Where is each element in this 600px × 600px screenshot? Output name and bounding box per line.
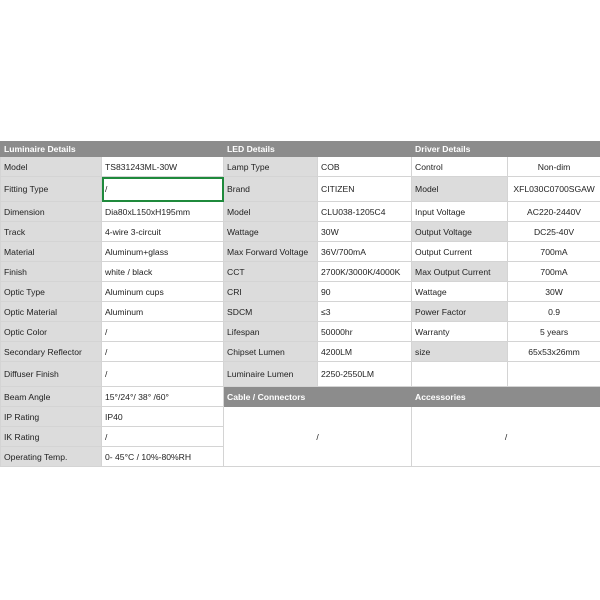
cell-value[interactable]: 15°/24°/ 38° /60° [102, 387, 224, 407]
table-row [1, 362, 600, 387]
cell-value[interactable]: 0.9 [508, 302, 600, 322]
cell-value[interactable]: DC25-40V [508, 222, 600, 242]
cell-label[interactable]: Max Output Current [412, 262, 508, 282]
cell-value[interactable]: 90 [318, 282, 412, 302]
table-row [1, 222, 600, 242]
cell-value[interactable]: CITIZEN [318, 177, 412, 202]
cable-connectors-header[interactable]: Cable / Connectors [224, 387, 412, 407]
cell-label[interactable]: Control [412, 157, 508, 177]
selected-cell[interactable]: / [102, 177, 224, 202]
cell-label[interactable]: Lifespan [224, 322, 318, 342]
empty-cell[interactable] [508, 362, 600, 387]
spec-table [0, 141, 600, 467]
accessories-header[interactable]: Accessories [412, 387, 600, 407]
cell-value[interactable]: Aluminum+glass [102, 242, 224, 262]
spec-sheet [0, 141, 600, 462]
cable-connectors-value[interactable]: / [224, 407, 412, 467]
cell-value[interactable]: 65x53x26mm [508, 342, 600, 362]
cell-label[interactable]: Model [224, 202, 318, 222]
cell-label[interactable]: Warranty [412, 322, 508, 342]
table-row [1, 302, 600, 322]
table-row [1, 342, 600, 362]
cell-label[interactable]: CCT [224, 262, 318, 282]
table-row [1, 177, 600, 202]
cell-value[interactable]: 2250-2550LM [318, 362, 412, 387]
cell-value[interactable]: 5 years [508, 322, 600, 342]
table-row [1, 202, 600, 222]
cell-label[interactable]: Secondary Reflector [1, 342, 102, 362]
cell-label[interactable]: Max Forward Voltage [224, 242, 318, 262]
cell-value[interactable]: Aluminum [102, 302, 224, 322]
table-row [1, 282, 600, 302]
cell-value[interactable]: 2700K/3000K/4000K [318, 262, 412, 282]
cell-label[interactable]: Material [1, 242, 102, 262]
cell-label[interactable]: Model [412, 177, 508, 202]
cell-value[interactable]: 50000hr [318, 322, 412, 342]
cell-value[interactable]: / [102, 342, 224, 362]
cell-label[interactable]: Input Voltage [412, 202, 508, 222]
cell-label[interactable]: Wattage [224, 222, 318, 242]
cell-value[interactable]: Dia80xL150xH195mm [102, 202, 224, 222]
cell-label[interactable]: Luminaire Lumen [224, 362, 318, 387]
cell-label[interactable]: IK Rating [1, 427, 102, 447]
cell-label[interactable]: Power Factor [412, 302, 508, 322]
cell-label[interactable]: Wattage [412, 282, 508, 302]
cell-value[interactable]: CLU038-1205C4 [318, 202, 412, 222]
cell-value[interactable]: 30W [508, 282, 600, 302]
cell-value[interactable]: Aluminum cups [102, 282, 224, 302]
cell-value[interactable]: 0- 45°C / 10%-80%RH [102, 447, 224, 467]
cell-value[interactable]: white / black [102, 262, 224, 282]
cell-label[interactable]: Model [1, 157, 102, 177]
cell-value[interactable]: XFL030C0700SGAW [508, 177, 600, 202]
cell-value[interactable]: / [102, 322, 224, 342]
cell-value[interactable]: / [102, 427, 224, 447]
cell-value[interactable]: Non-dim [508, 157, 600, 177]
cell-value[interactable]: IP40 [102, 407, 224, 427]
cell-label[interactable]: size [412, 342, 508, 362]
cell-value[interactable]: 36V/700mA [318, 242, 412, 262]
cell-value[interactable]: / [102, 362, 224, 387]
cell-value[interactable]: 30W [318, 222, 412, 242]
luminaire-details-header[interactable]: Luminaire Details [1, 142, 224, 157]
table-row [1, 242, 600, 262]
empty-cell[interactable] [412, 362, 508, 387]
cell-value[interactable]: AC220-2440V [508, 202, 600, 222]
cell-label[interactable]: Lamp Type [224, 157, 318, 177]
cell-label[interactable]: Brand [224, 177, 318, 202]
cell-label[interactable]: Track [1, 222, 102, 242]
cell-label[interactable]: Operating Temp. [1, 447, 102, 467]
accessories-value[interactable]: / [412, 407, 600, 467]
led-details-header[interactable]: LED Details [224, 142, 412, 157]
cell-label[interactable]: Dimension [1, 202, 102, 222]
table-row [1, 157, 600, 177]
cell-value[interactable]: 4-wire 3-circuit [102, 222, 224, 242]
cell-value[interactable]: ≤3 [318, 302, 412, 322]
cell-label[interactable]: Optic Type [1, 282, 102, 302]
cell-value[interactable]: 700mA [508, 262, 600, 282]
driver-details-header[interactable]: Driver Details [412, 142, 600, 157]
cell-label[interactable]: Diffuser Finish [1, 362, 102, 387]
cell-label[interactable]: CRI [224, 282, 318, 302]
cell-label[interactable]: Chipset Lumen [224, 342, 318, 362]
cell-label[interactable]: Optic Material [1, 302, 102, 322]
section-header-row [1, 142, 600, 157]
cell-label[interactable]: Finish [1, 262, 102, 282]
cell-label[interactable]: Fitting Type [1, 177, 102, 202]
cell-label[interactable]: SDCM [224, 302, 318, 322]
cell-label[interactable]: Optic Color [1, 322, 102, 342]
cell-label[interactable]: IP Rating [1, 407, 102, 427]
table-row [1, 262, 600, 282]
cell-value[interactable]: TS831243ML-30W [102, 157, 224, 177]
cell-label[interactable]: Output Current [412, 242, 508, 262]
cell-value[interactable]: 700mA [508, 242, 600, 262]
cell-value[interactable]: 4200LM [318, 342, 412, 362]
table-row [1, 322, 600, 342]
cell-label[interactable]: Output Voltage [412, 222, 508, 242]
table-row [1, 387, 600, 407]
cell-label[interactable]: Beam Angle [1, 387, 102, 407]
table-row [1, 407, 600, 427]
cell-value[interactable]: COB [318, 157, 412, 177]
